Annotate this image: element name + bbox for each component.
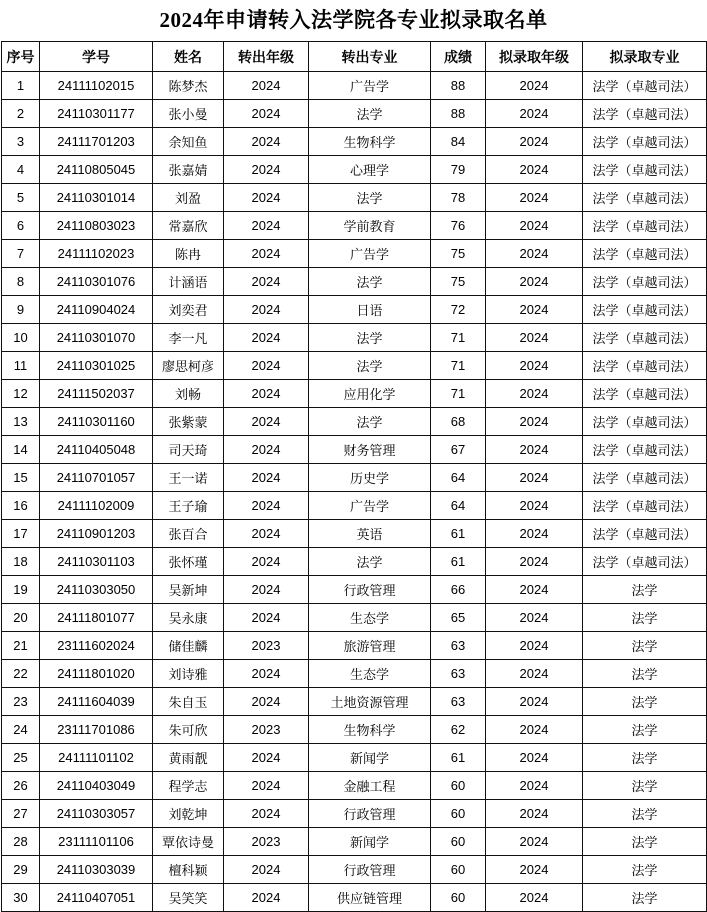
cell-name: 张百合 <box>153 520 224 548</box>
cell-origin-major: 历史学 <box>309 464 431 492</box>
cell-student-id: 24111801077 <box>40 604 153 632</box>
cell-target-major: 法学（卓越司法） <box>583 72 707 100</box>
cell-target-major: 法学（卓越司法） <box>583 240 707 268</box>
cell-target-major: 法学（卓越司法） <box>583 156 707 184</box>
cell-score: 63 <box>431 660 486 688</box>
cell-origin-major: 法学 <box>309 184 431 212</box>
column-header-origin-grade: 转出年级 <box>224 42 309 72</box>
cell-target-major: 法学（卓越司法） <box>583 436 707 464</box>
cell-origin-grade: 2024 <box>224 240 309 268</box>
cell-name: 王一诺 <box>153 464 224 492</box>
table-row <box>2 604 707 632</box>
table-row <box>2 492 707 520</box>
cell-student-id: 24110805045 <box>40 156 153 184</box>
cell-score: 63 <box>431 688 486 716</box>
cell-origin-grade: 2024 <box>224 856 309 884</box>
table-row <box>2 716 707 744</box>
cell-target-major: 法学（卓越司法） <box>583 100 707 128</box>
cell-origin-grade: 2024 <box>224 296 309 324</box>
cell-target-major: 法学 <box>583 576 707 604</box>
cell-name: 司天琦 <box>153 436 224 464</box>
cell-origin-major: 法学 <box>309 548 431 576</box>
cell-origin-major: 生态学 <box>309 604 431 632</box>
cell-name: 王子瑜 <box>153 492 224 520</box>
cell-origin-grade: 2023 <box>224 828 309 856</box>
table-row <box>2 632 707 660</box>
cell-index: 28 <box>2 828 40 856</box>
cell-index: 10 <box>2 324 40 352</box>
cell-target-grade: 2024 <box>486 576 583 604</box>
cell-origin-grade: 2024 <box>224 324 309 352</box>
cell-origin-major: 应用化学 <box>309 380 431 408</box>
cell-origin-major: 法学 <box>309 352 431 380</box>
table-row <box>2 324 707 352</box>
cell-origin-grade: 2024 <box>224 408 309 436</box>
cell-score: 67 <box>431 436 486 464</box>
cell-origin-major: 行政管理 <box>309 800 431 828</box>
cell-index: 15 <box>2 464 40 492</box>
cell-target-grade: 2024 <box>486 660 583 688</box>
table-row <box>2 576 707 604</box>
cell-target-major: 法学 <box>583 632 707 660</box>
cell-target-grade: 2024 <box>486 604 583 632</box>
cell-name: 张小曼 <box>153 100 224 128</box>
cell-student-id: 24111604039 <box>40 688 153 716</box>
table-row <box>2 520 707 548</box>
cell-target-major: 法学 <box>583 716 707 744</box>
cell-target-grade: 2024 <box>486 324 583 352</box>
cell-origin-grade: 2024 <box>224 604 309 632</box>
cell-score: 61 <box>431 744 486 772</box>
cell-index: 22 <box>2 660 40 688</box>
cell-student-id: 24110405048 <box>40 436 153 464</box>
cell-origin-grade: 2024 <box>224 156 309 184</box>
cell-student-id: 24111701203 <box>40 128 153 156</box>
cell-origin-grade: 2024 <box>224 576 309 604</box>
cell-student-id: 24110407051 <box>40 884 153 912</box>
cell-origin-major: 法学 <box>309 324 431 352</box>
cell-origin-major: 行政管理 <box>309 856 431 884</box>
table-row <box>2 240 707 268</box>
cell-origin-grade: 2024 <box>224 100 309 128</box>
table-row <box>2 688 707 716</box>
cell-index: 17 <box>2 520 40 548</box>
cell-student-id: 24110303057 <box>40 800 153 828</box>
cell-name: 陈冉 <box>153 240 224 268</box>
cell-name: 李一凡 <box>153 324 224 352</box>
cell-score: 76 <box>431 212 486 240</box>
table-row <box>2 212 707 240</box>
cell-student-id: 24111102009 <box>40 492 153 520</box>
table-row <box>2 268 707 296</box>
cell-target-major: 法学（卓越司法） <box>583 128 707 156</box>
cell-target-grade: 2024 <box>486 856 583 884</box>
cell-target-grade: 2024 <box>486 408 583 436</box>
cell-name: 张怀瑾 <box>153 548 224 576</box>
cell-origin-major: 日语 <box>309 296 431 324</box>
cell-name: 刘畅 <box>153 380 224 408</box>
cell-index: 30 <box>2 884 40 912</box>
table-row <box>2 828 707 856</box>
cell-origin-grade: 2023 <box>224 716 309 744</box>
cell-origin-major: 广告学 <box>309 492 431 520</box>
cell-origin-grade: 2024 <box>224 660 309 688</box>
cell-target-grade: 2024 <box>486 128 583 156</box>
cell-origin-grade: 2024 <box>224 744 309 772</box>
cell-target-major: 法学（卓越司法） <box>583 184 707 212</box>
cell-score: 68 <box>431 408 486 436</box>
cell-origin-major: 心理学 <box>309 156 431 184</box>
cell-origin-major: 新闻学 <box>309 828 431 856</box>
cell-target-grade: 2024 <box>486 884 583 912</box>
cell-index: 19 <box>2 576 40 604</box>
cell-student-id: 24110904024 <box>40 296 153 324</box>
cell-name: 程学志 <box>153 772 224 800</box>
cell-student-id: 23111602024 <box>40 632 153 660</box>
cell-target-major: 法学 <box>583 660 707 688</box>
cell-target-major: 法学 <box>583 828 707 856</box>
cell-score: 64 <box>431 464 486 492</box>
table-body <box>2 72 707 912</box>
cell-target-grade: 2024 <box>486 380 583 408</box>
cell-origin-major: 英语 <box>309 520 431 548</box>
cell-name: 吴笑笑 <box>153 884 224 912</box>
cell-target-major: 法学 <box>583 772 707 800</box>
cell-index: 6 <box>2 212 40 240</box>
table-row <box>2 884 707 912</box>
cell-target-grade: 2024 <box>486 212 583 240</box>
column-header-index: 序号 <box>2 42 40 72</box>
cell-score: 71 <box>431 380 486 408</box>
cell-index: 27 <box>2 800 40 828</box>
cell-student-id: 24110303039 <box>40 856 153 884</box>
cell-index: 24 <box>2 716 40 744</box>
cell-target-major: 法学（卓越司法） <box>583 268 707 296</box>
cell-target-grade: 2024 <box>486 436 583 464</box>
cell-origin-major: 法学 <box>309 268 431 296</box>
cell-score: 71 <box>431 352 486 380</box>
cell-origin-major: 法学 <box>309 408 431 436</box>
table-row <box>2 548 707 576</box>
cell-score: 63 <box>431 632 486 660</box>
cell-student-id: 24110301177 <box>40 100 153 128</box>
cell-student-id: 23111701086 <box>40 716 153 744</box>
cell-index: 16 <box>2 492 40 520</box>
cell-index: 3 <box>2 128 40 156</box>
table-row <box>2 72 707 100</box>
table-row <box>2 156 707 184</box>
cell-origin-grade: 2024 <box>224 464 309 492</box>
cell-score: 88 <box>431 100 486 128</box>
cell-student-id: 24110301025 <box>40 352 153 380</box>
cell-target-grade: 2024 <box>486 296 583 324</box>
cell-index: 14 <box>2 436 40 464</box>
table-row <box>2 380 707 408</box>
cell-target-grade: 2024 <box>486 184 583 212</box>
cell-name: 余知鱼 <box>153 128 224 156</box>
cell-origin-grade: 2024 <box>224 352 309 380</box>
cell-target-major: 法学（卓越司法） <box>583 212 707 240</box>
cell-target-major: 法学 <box>583 856 707 884</box>
cell-index: 20 <box>2 604 40 632</box>
cell-score: 79 <box>431 156 486 184</box>
cell-target-major: 法学（卓越司法） <box>583 492 707 520</box>
cell-score: 61 <box>431 548 486 576</box>
cell-score: 71 <box>431 324 486 352</box>
table-row <box>2 464 707 492</box>
table-row <box>2 408 707 436</box>
column-header-name: 姓名 <box>153 42 224 72</box>
cell-student-id: 24110701057 <box>40 464 153 492</box>
table-row <box>2 100 707 128</box>
admission-roster-table <box>1 41 707 912</box>
cell-name: 黄雨靓 <box>153 744 224 772</box>
cell-index: 18 <box>2 548 40 576</box>
cell-score: 62 <box>431 716 486 744</box>
cell-score: 60 <box>431 884 486 912</box>
table-row <box>2 800 707 828</box>
cell-target-grade: 2024 <box>486 464 583 492</box>
cell-origin-grade: 2024 <box>224 520 309 548</box>
cell-target-major: 法学（卓越司法） <box>583 380 707 408</box>
cell-origin-major: 土地资源管理 <box>309 688 431 716</box>
table-row <box>2 352 707 380</box>
cell-student-id: 24110403049 <box>40 772 153 800</box>
cell-student-id: 24111502037 <box>40 380 153 408</box>
table-row <box>2 128 707 156</box>
cell-origin-major: 生态学 <box>309 660 431 688</box>
cell-origin-grade: 2024 <box>224 268 309 296</box>
cell-score: 64 <box>431 492 486 520</box>
cell-origin-major: 财务管理 <box>309 436 431 464</box>
cell-origin-major: 新闻学 <box>309 744 431 772</box>
table-row <box>2 772 707 800</box>
cell-student-id: 24110301076 <box>40 268 153 296</box>
cell-name: 朱可欣 <box>153 716 224 744</box>
cell-name: 檀科颖 <box>153 856 224 884</box>
cell-name: 吴新坤 <box>153 576 224 604</box>
cell-name: 陈梦杰 <box>153 72 224 100</box>
cell-target-major: 法学（卓越司法） <box>583 352 707 380</box>
cell-student-id: 24110301014 <box>40 184 153 212</box>
table-row <box>2 856 707 884</box>
cell-origin-grade: 2024 <box>224 128 309 156</box>
cell-target-grade: 2024 <box>486 632 583 660</box>
cell-origin-grade: 2024 <box>224 688 309 716</box>
table-row <box>2 436 707 464</box>
cell-target-grade: 2024 <box>486 72 583 100</box>
cell-score: 60 <box>431 828 486 856</box>
cell-target-grade: 2024 <box>486 828 583 856</box>
cell-name: 覃依诗曼 <box>153 828 224 856</box>
cell-origin-major: 旅游管理 <box>309 632 431 660</box>
cell-origin-major: 法学 <box>309 100 431 128</box>
cell-target-grade: 2024 <box>486 352 583 380</box>
table-row <box>2 660 707 688</box>
cell-target-major: 法学（卓越司法） <box>583 548 707 576</box>
cell-index: 29 <box>2 856 40 884</box>
cell-index: 12 <box>2 380 40 408</box>
cell-score: 60 <box>431 856 486 884</box>
cell-origin-grade: 2024 <box>224 436 309 464</box>
cell-student-id: 24110803023 <box>40 212 153 240</box>
column-header-target-major: 拟录取专业 <box>583 42 707 72</box>
column-header-origin-major: 转出专业 <box>309 42 431 72</box>
cell-target-grade: 2024 <box>486 240 583 268</box>
cell-score: 60 <box>431 772 486 800</box>
cell-origin-major: 广告学 <box>309 240 431 268</box>
cell-origin-grade: 2024 <box>224 380 309 408</box>
cell-name: 张嘉婧 <box>153 156 224 184</box>
cell-target-grade: 2024 <box>486 772 583 800</box>
cell-name: 常嘉欣 <box>153 212 224 240</box>
cell-score: 60 <box>431 800 486 828</box>
cell-index: 2 <box>2 100 40 128</box>
cell-score: 78 <box>431 184 486 212</box>
cell-target-grade: 2024 <box>486 492 583 520</box>
cell-target-major: 法学 <box>583 800 707 828</box>
cell-target-major: 法学 <box>583 688 707 716</box>
cell-index: 4 <box>2 156 40 184</box>
cell-name: 张紫蒙 <box>153 408 224 436</box>
cell-index: 1 <box>2 72 40 100</box>
cell-index: 23 <box>2 688 40 716</box>
column-header-score: 成绩 <box>431 42 486 72</box>
cell-index: 9 <box>2 296 40 324</box>
cell-student-id: 24110303050 <box>40 576 153 604</box>
cell-name: 刘诗雅 <box>153 660 224 688</box>
column-header-student-id: 学号 <box>40 42 153 72</box>
cell-student-id: 24111801020 <box>40 660 153 688</box>
cell-name: 吴永康 <box>153 604 224 632</box>
cell-name: 刘盈 <box>153 184 224 212</box>
cell-student-id: 24111102023 <box>40 240 153 268</box>
cell-index: 13 <box>2 408 40 436</box>
cell-target-grade: 2024 <box>486 100 583 128</box>
cell-origin-major: 行政管理 <box>309 576 431 604</box>
cell-score: 75 <box>431 268 486 296</box>
cell-score: 84 <box>431 128 486 156</box>
cell-student-id: 23111101106 <box>40 828 153 856</box>
cell-score: 65 <box>431 604 486 632</box>
page-title: 2024年申请转入法学院各专业拟录取名单 <box>159 8 548 32</box>
cell-origin-grade: 2024 <box>224 492 309 520</box>
cell-target-grade: 2024 <box>486 800 583 828</box>
cell-target-major: 法学（卓越司法） <box>583 408 707 436</box>
cell-name: 廖思柯彦 <box>153 352 224 380</box>
cell-target-major: 法学 <box>583 604 707 632</box>
cell-target-grade: 2024 <box>486 520 583 548</box>
cell-origin-major: 生物科学 <box>309 128 431 156</box>
cell-student-id: 24110301103 <box>40 548 153 576</box>
cell-origin-grade: 2024 <box>224 884 309 912</box>
cell-student-id: 24110901203 <box>40 520 153 548</box>
cell-index: 11 <box>2 352 40 380</box>
cell-origin-grade: 2024 <box>224 184 309 212</box>
table-row <box>2 744 707 772</box>
table-header-row <box>2 42 707 72</box>
cell-index: 26 <box>2 772 40 800</box>
cell-origin-major: 学前教育 <box>309 212 431 240</box>
cell-origin-grade: 2024 <box>224 548 309 576</box>
cell-score: 75 <box>431 240 486 268</box>
cell-origin-grade: 2024 <box>224 72 309 100</box>
cell-target-grade: 2024 <box>486 744 583 772</box>
cell-target-major: 法学 <box>583 744 707 772</box>
cell-target-major: 法学（卓越司法） <box>583 296 707 324</box>
cell-target-grade: 2024 <box>486 268 583 296</box>
cell-name: 朱自玉 <box>153 688 224 716</box>
cell-index: 8 <box>2 268 40 296</box>
cell-name: 刘奕君 <box>153 296 224 324</box>
cell-origin-major: 供应链管理 <box>309 884 431 912</box>
cell-origin-major: 广告学 <box>309 72 431 100</box>
cell-index: 5 <box>2 184 40 212</box>
cell-name: 计涵语 <box>153 268 224 296</box>
table-row <box>2 184 707 212</box>
cell-origin-major: 金融工程 <box>309 772 431 800</box>
cell-student-id: 24111102015 <box>40 72 153 100</box>
cell-origin-grade: 2024 <box>224 772 309 800</box>
cell-origin-grade: 2024 <box>224 212 309 240</box>
cell-student-id: 24110301160 <box>40 408 153 436</box>
cell-name: 刘乾坤 <box>153 800 224 828</box>
cell-target-grade: 2024 <box>486 716 583 744</box>
cell-index: 21 <box>2 632 40 660</box>
cell-index: 7 <box>2 240 40 268</box>
cell-target-major: 法学（卓越司法） <box>583 520 707 548</box>
cell-score: 61 <box>431 520 486 548</box>
cell-target-major: 法学（卓越司法） <box>583 324 707 352</box>
cell-target-grade: 2024 <box>486 548 583 576</box>
cell-score: 72 <box>431 296 486 324</box>
cell-score: 66 <box>431 576 486 604</box>
cell-student-id: 24110301070 <box>40 324 153 352</box>
table-row <box>2 296 707 324</box>
cell-origin-grade: 2024 <box>224 800 309 828</box>
cell-origin-grade: 2023 <box>224 632 309 660</box>
cell-name: 储佳麟 <box>153 632 224 660</box>
cell-target-grade: 2024 <box>486 688 583 716</box>
cell-index: 25 <box>2 744 40 772</box>
cell-student-id: 24111101102 <box>40 744 153 772</box>
cell-origin-major: 生物科学 <box>309 716 431 744</box>
cell-score: 88 <box>431 72 486 100</box>
cell-target-grade: 2024 <box>486 156 583 184</box>
cell-target-major: 法学 <box>583 884 707 912</box>
cell-target-major: 法学（卓越司法） <box>583 464 707 492</box>
column-header-target-grade: 拟录取年级 <box>486 42 583 72</box>
